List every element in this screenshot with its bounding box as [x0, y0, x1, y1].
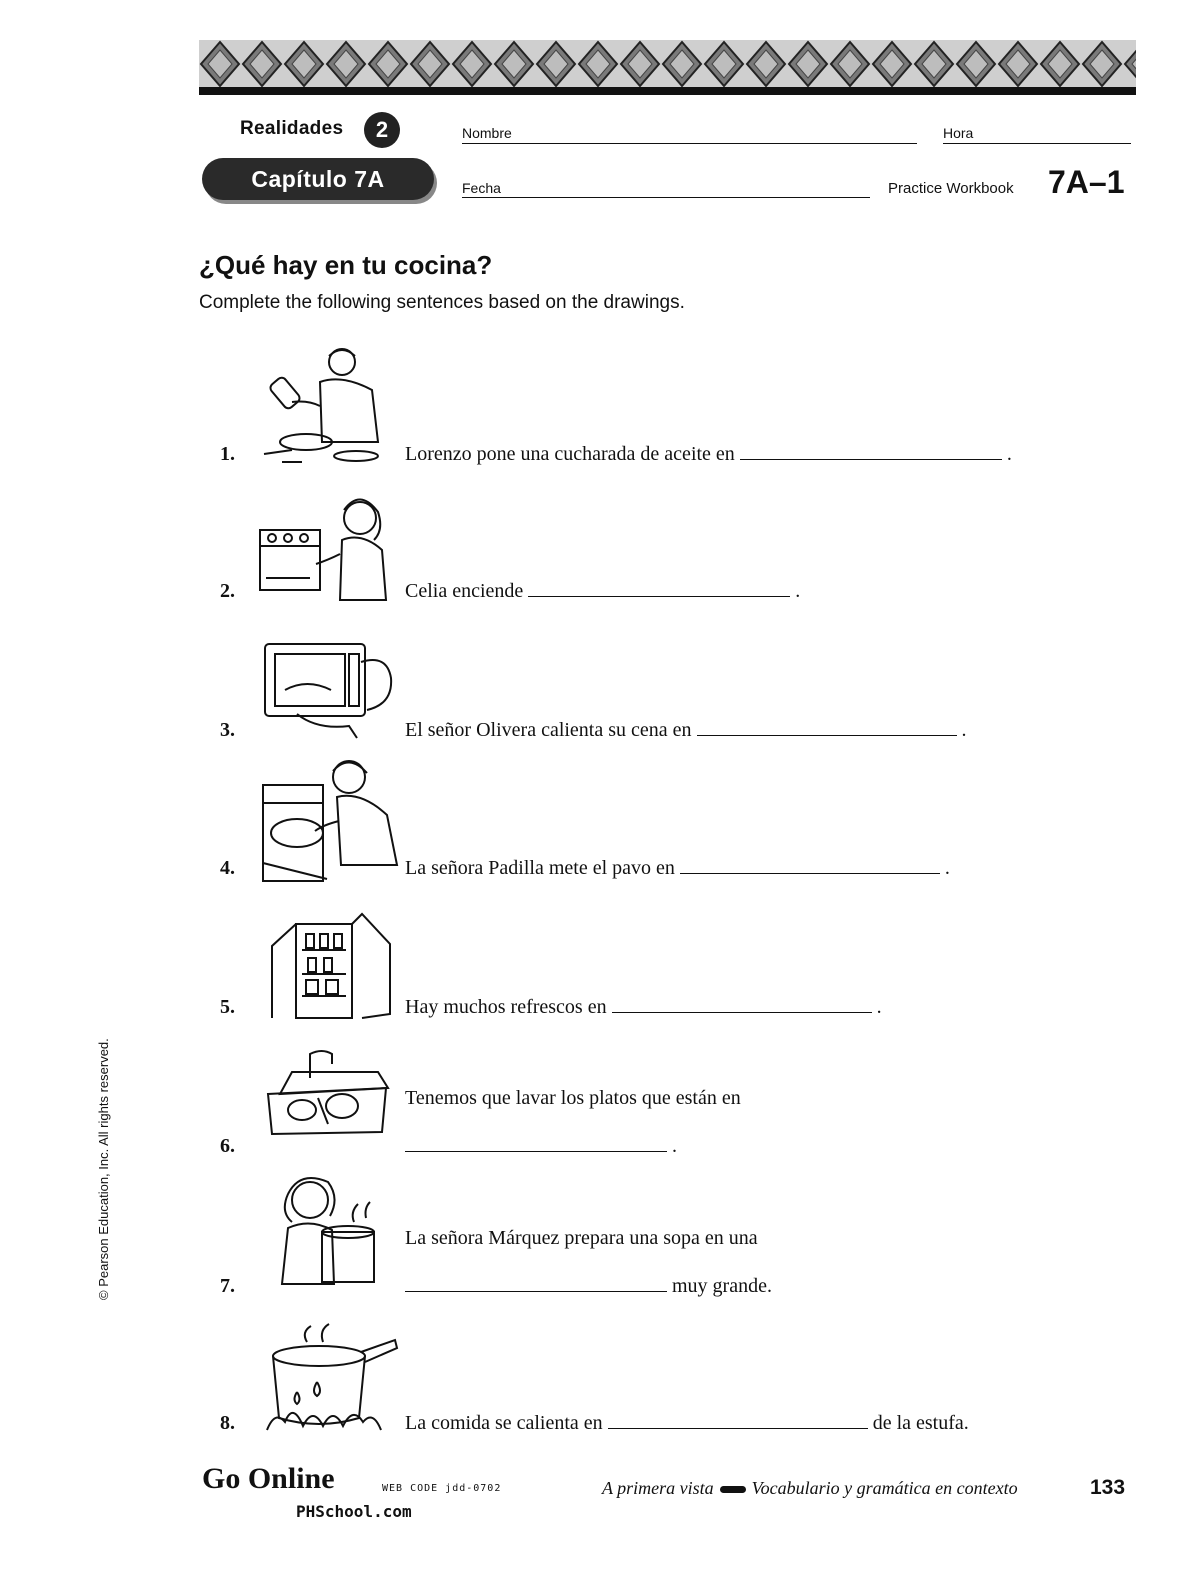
- nombre-label: Nombre: [462, 125, 512, 141]
- answer-blank[interactable]: [528, 582, 790, 597]
- answer-blank[interactable]: [405, 1137, 667, 1152]
- phschool-link[interactable]: PHSchool.com: [296, 1502, 412, 1521]
- activity-instructions: Complete the following sentences based on the drawings.: [199, 292, 685, 313]
- workbook-label: Practice Workbook: [888, 180, 1014, 197]
- sentence-end: de la estufa.: [872, 1412, 969, 1434]
- chapter-pill: Capítulo 7A: [202, 158, 434, 200]
- sentence-end: .: [1006, 443, 1012, 465]
- workbook-code: 7A–1: [1048, 164, 1125, 200]
- item-sentence: [405, 443, 1012, 466]
- sentence-text: Hay muchos refrescos en: [405, 996, 607, 1018]
- sentence-end: .: [876, 996, 882, 1018]
- answer-blank[interactable]: [608, 1414, 868, 1429]
- answer-blank[interactable]: [680, 859, 940, 874]
- item-sentence: [405, 857, 950, 880]
- go-online-logo: Go Online: [202, 1462, 335, 1495]
- woman-stove-icon: [252, 490, 392, 605]
- item-sentence-line2: [405, 1135, 677, 1158]
- fecha-label: Fecha: [462, 180, 501, 196]
- answer-blank[interactable]: [405, 1277, 667, 1292]
- copyright-notice: © Pearson Education, Inc. All rights reserved.: [96, 1038, 111, 1300]
- hora-label: Hora: [943, 125, 974, 141]
- item-sentence-line1: La señora Márquez prepara una sopa en una: [405, 1227, 758, 1249]
- refrigerator-icon: [262, 910, 394, 1022]
- web-code: WEB CODE jdd-0702: [382, 1483, 502, 1494]
- item-sentence: [405, 580, 800, 603]
- sentence-end: .: [961, 719, 967, 741]
- item-sentence-line1: Tenemos que lavar los platos que están en: [405, 1087, 741, 1109]
- sink-dishes-icon: [262, 1048, 394, 1138]
- sentence-text: Celia enciende: [405, 580, 524, 602]
- item-number: 1.: [220, 443, 235, 465]
- sentence-end: .: [672, 1135, 677, 1157]
- sentence-end: .: [944, 857, 950, 879]
- answer-blank[interactable]: [697, 721, 957, 736]
- decorative-header-band: [199, 40, 1136, 100]
- item-sentence: [405, 996, 882, 1019]
- item-number: 5.: [220, 996, 235, 1018]
- sentence-text: La comida se calienta en: [405, 1412, 603, 1434]
- item-sentence: [405, 719, 967, 742]
- nombre-field[interactable]: [462, 143, 917, 144]
- sentence-text: Lorenzo pone una cucharada de aceite en: [405, 443, 735, 465]
- item-sentence: [405, 1412, 969, 1435]
- separator-icon: [720, 1486, 746, 1493]
- item-number: 4.: [220, 857, 235, 879]
- footer-chapter-title: [602, 1478, 1018, 1499]
- page-number: 133: [1090, 1476, 1126, 1499]
- man-pouring-oil-icon: [262, 342, 384, 467]
- item-number: 8.: [220, 1412, 235, 1434]
- item-number: 3.: [220, 719, 235, 741]
- item-number: 2.: [220, 580, 235, 602]
- sentence-end: muy grande.: [672, 1275, 772, 1297]
- footer-topic: Vocabulario y gramática en contexto: [751, 1478, 1018, 1498]
- answer-blank[interactable]: [612, 998, 872, 1013]
- woman-oven-turkey-icon: [257, 755, 405, 885]
- item-number: 6.: [220, 1135, 235, 1157]
- footer-section: A primera vista: [602, 1478, 714, 1498]
- microwave-icon: [257, 634, 395, 744]
- woman-soup-pot-icon: [270, 1172, 392, 1290]
- pot-burner-icon: [257, 1322, 399, 1434]
- series-title: Realidades: [240, 118, 344, 139]
- sentence-end: .: [795, 580, 801, 602]
- hora-field[interactable]: [943, 143, 1131, 144]
- activity-title: ¿Qué hay en tu cocina?: [199, 250, 493, 280]
- level-badge: 2: [364, 112, 400, 148]
- item-sentence-line2: [405, 1275, 772, 1298]
- sentence-text: La señora Padilla mete el pavo en: [405, 857, 675, 879]
- item-number: 7.: [220, 1275, 235, 1297]
- answer-blank[interactable]: [740, 445, 1002, 460]
- fecha-field[interactable]: [462, 197, 870, 198]
- sentence-text: El señor Olivera calienta su cena en: [405, 719, 692, 741]
